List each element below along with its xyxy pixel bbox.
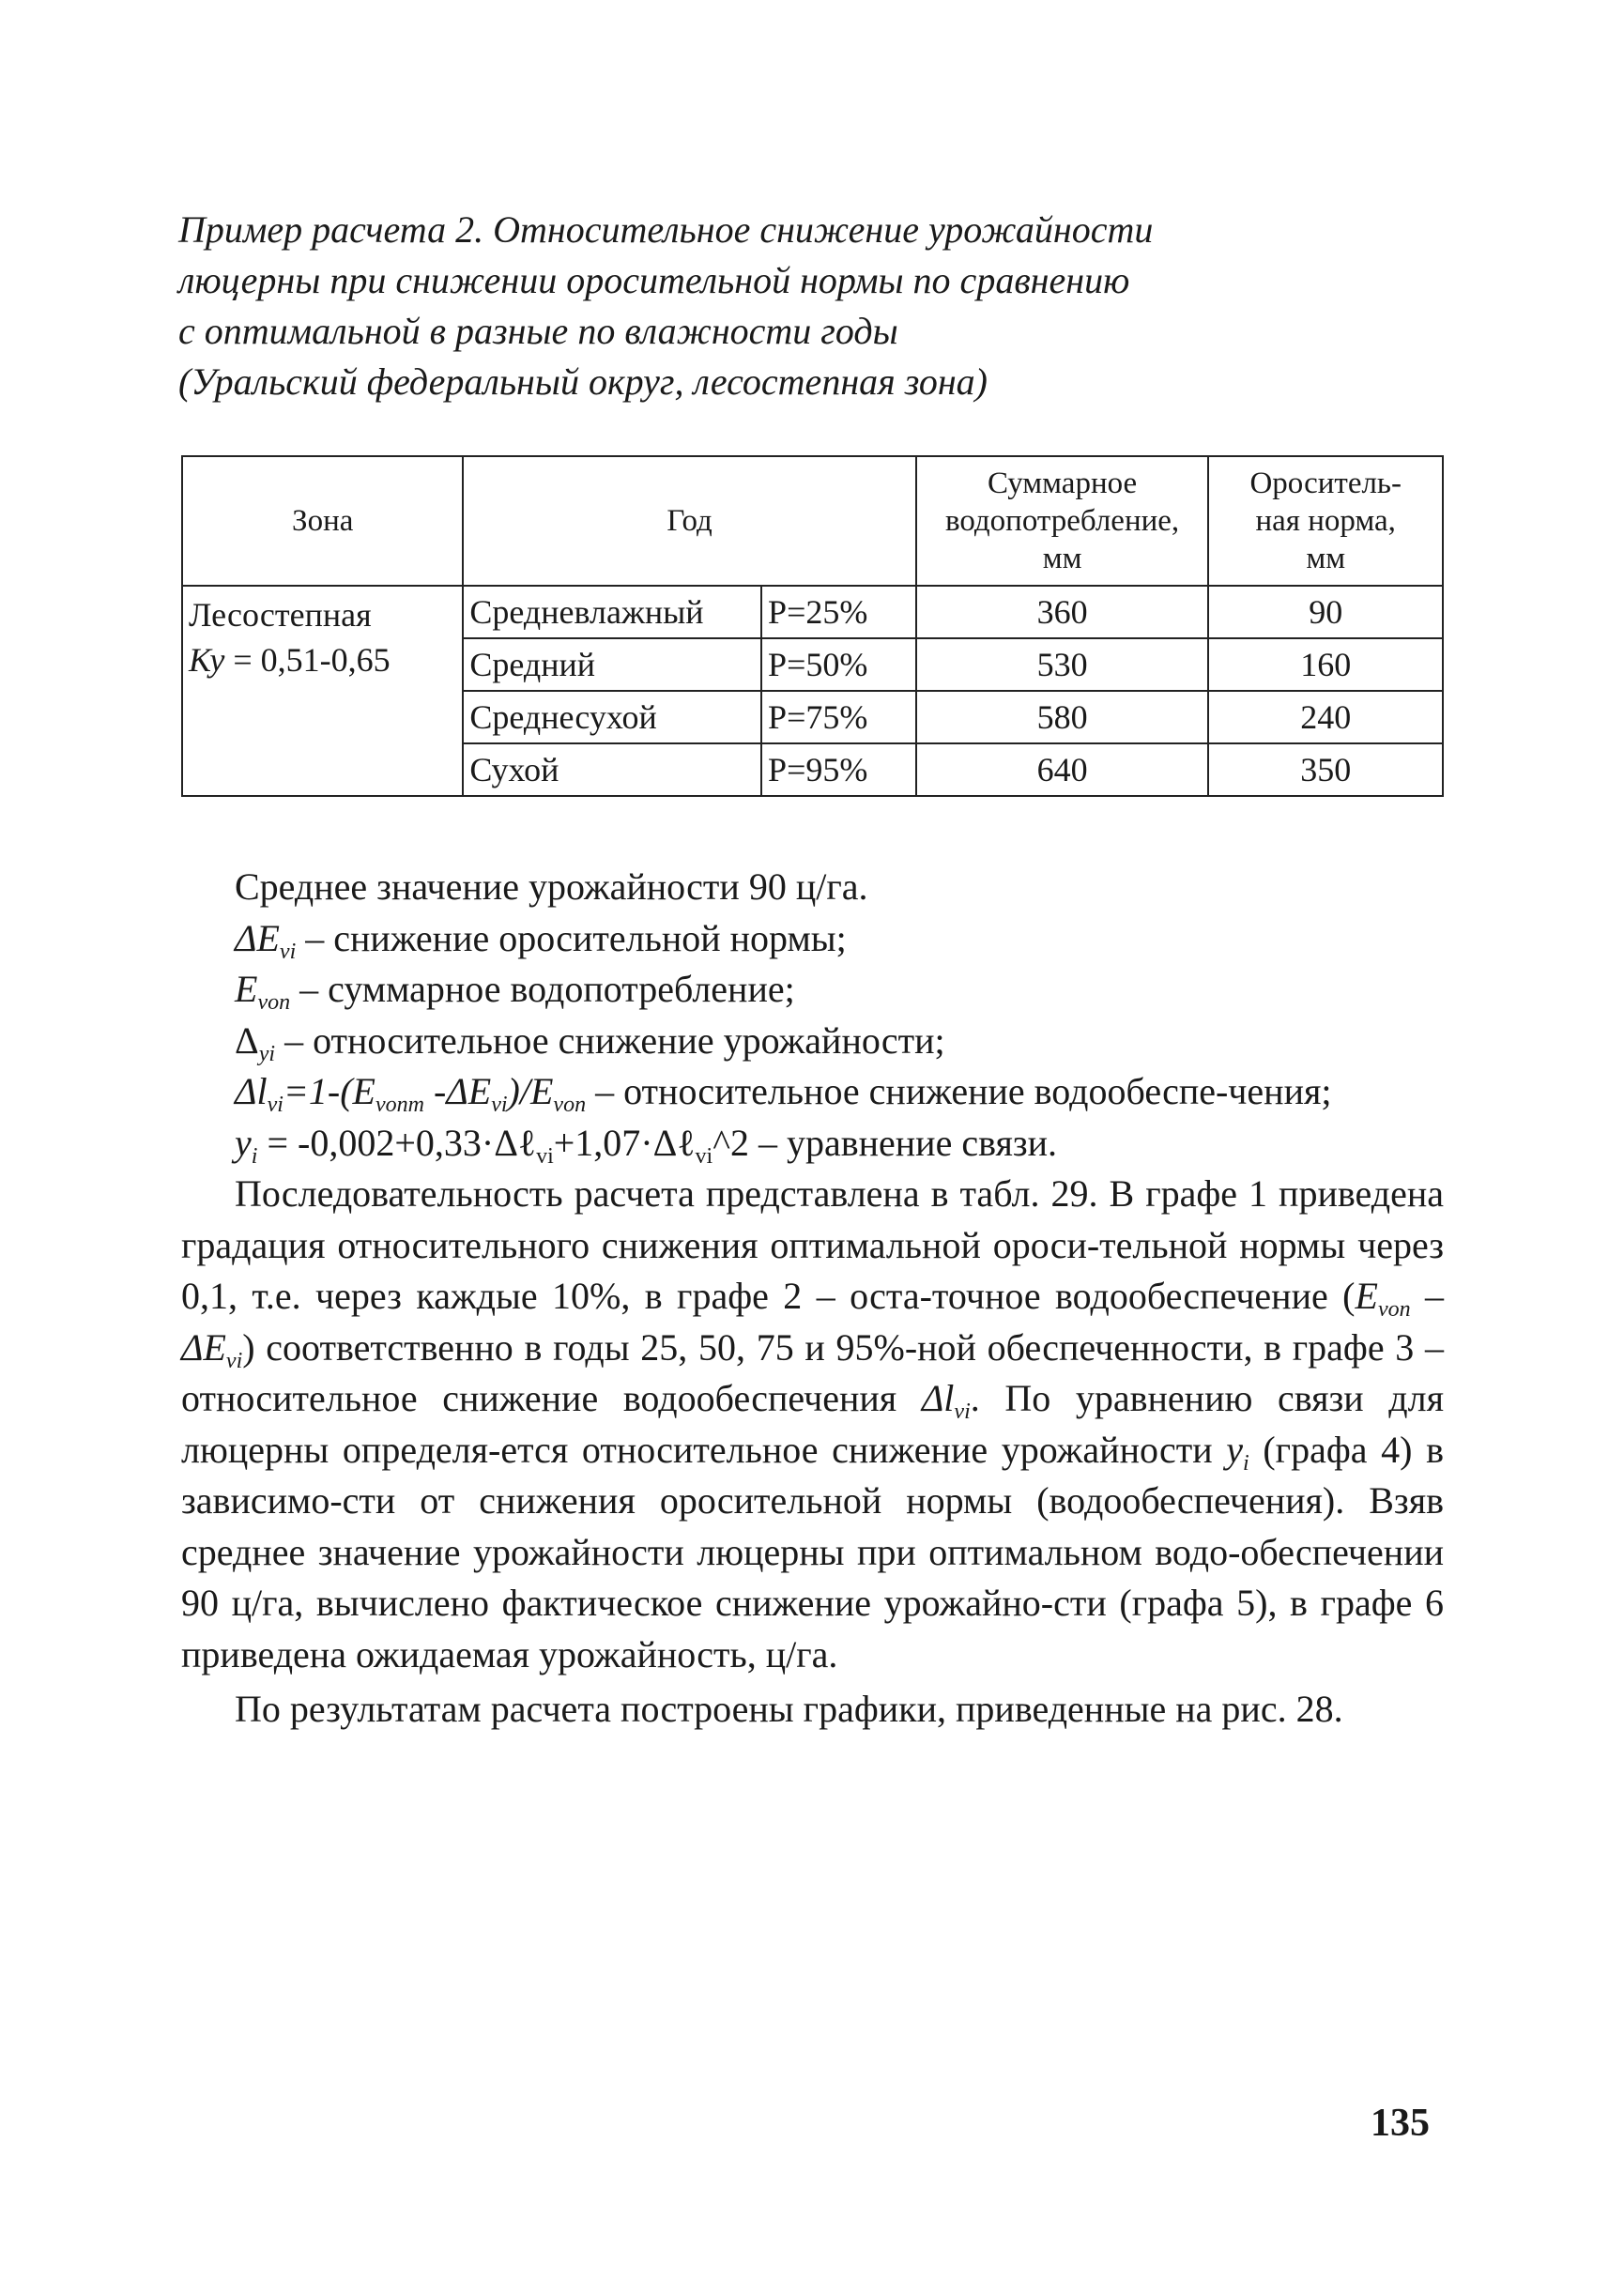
table-header-row xyxy=(182,456,1443,586)
header-norm xyxy=(1208,456,1443,586)
text-part: . По уравнению связи для люцерны определя-ется относительное снижение урожайности xyxy=(181,1377,1445,1471)
definition-text: – относительное снижение урожайности; xyxy=(275,1018,945,1062)
definition-text: – суммарное водопотребление; xyxy=(290,968,795,1010)
symbol-sub: vi xyxy=(954,1400,971,1424)
zone-ky-value: = 0,51-0,65 xyxy=(224,641,391,679)
equation-part: = -0,002+0,33·Δℓ xyxy=(257,1121,537,1164)
paragraph-average-yield: Среднее значение урожайности 90 ц/га. xyxy=(235,865,868,908)
norm-cell: 350 xyxy=(1208,743,1443,796)
caption-line-1: Пример расчета 2. Относительное снижение урожайности xyxy=(178,208,1154,251)
consumption-cell: 360 xyxy=(916,586,1209,638)
consumption-cell: 640 xyxy=(916,743,1209,796)
year-cell: Средний xyxy=(463,638,761,691)
definition-text: ^2 – уравнение связи. xyxy=(712,1121,1058,1164)
zone-cell xyxy=(182,586,463,796)
header-zone: Зона xyxy=(182,456,463,586)
probability-cell: P=75% xyxy=(761,691,916,743)
symbol-delta: Δ xyxy=(235,1018,259,1062)
irrigation-table xyxy=(181,455,1444,797)
symbol-sub: yi xyxy=(258,1041,276,1066)
equation-sub: vi xyxy=(536,1143,554,1169)
year-cell: Сухой xyxy=(463,743,761,796)
symbol-sub: i xyxy=(1243,1450,1249,1476)
zone-name: Лесостепная xyxy=(189,596,372,634)
year-cell: Средневлажный xyxy=(463,586,761,638)
norm-cell: 90 xyxy=(1208,586,1443,638)
definition-delta-yi xyxy=(181,1016,1444,1067)
paragraph-results: По результатам расчета построены графики, приведенные на рис. 28. xyxy=(235,1688,1343,1730)
text-part: ) соответственно в годы 25, 50, 75 и 95%-ной обеспеченности, в графе 3 – относительное снижение водообеспечения xyxy=(181,1325,1444,1419)
consumption-cell: 580 xyxy=(916,691,1209,743)
norm-cell: 240 xyxy=(1208,691,1443,743)
definition-delta-lvi xyxy=(181,1066,1444,1118)
header-norm-l1: Ороситель- xyxy=(1249,467,1402,500)
probability-cell: P=50% xyxy=(761,638,916,691)
formula-part: Δl xyxy=(235,1070,268,1112)
definition-evon xyxy=(181,964,1444,1016)
table-caption xyxy=(178,205,1436,407)
text-part: Последовательность расчета представлена в табл. 29. В графе 1 приведена градация относительного снижения оптимальной ороси-тельной нормы через 0,1, т.е. через каждые 10%, в графе 2 – оста-точное водообеспечение ( xyxy=(181,1172,1444,1317)
paragraph-calculation-sequence xyxy=(181,1169,1444,1680)
equation-yi xyxy=(181,1118,1444,1170)
definition-text: – снижение оросительной нормы; xyxy=(296,916,847,959)
probability-cell: P=25% xyxy=(761,586,916,638)
caption-line-2: люцерны при снижении оросительной нормы по сравнению xyxy=(178,259,1130,301)
header-consumption xyxy=(916,456,1209,586)
page-number: 135 xyxy=(1371,2102,1430,2145)
norm-cell: 160 xyxy=(1208,638,1443,691)
symbol-sub: vi xyxy=(279,939,297,964)
caption-line-3: с оптимальной в разные по влажности годы xyxy=(178,310,898,352)
symbol-e: E xyxy=(1355,1275,1378,1317)
header-consumption-l3: мм xyxy=(1042,542,1082,575)
zone-ky-symbol: Ку xyxy=(189,641,225,679)
symbol-delta-l: Δl xyxy=(921,1377,955,1419)
table-row xyxy=(182,586,1443,638)
symbol-y: y xyxy=(235,1121,252,1164)
header-year: Год xyxy=(463,456,915,586)
header-consumption-l1: Суммарное xyxy=(988,467,1138,500)
consumption-cell: 530 xyxy=(916,638,1209,691)
symbol-sub: von xyxy=(257,990,291,1015)
header-norm-l2: ная норма, xyxy=(1255,504,1396,538)
symbol-sub: vi xyxy=(225,1348,243,1373)
symbol-y: y xyxy=(1226,1428,1244,1471)
header-consumption-l2: водопотребление, xyxy=(944,504,1180,538)
formula-part: -ΔE xyxy=(423,1070,492,1112)
equation-sub: vi xyxy=(695,1143,713,1169)
definition-delta-evi xyxy=(181,913,1444,965)
symbol-sub: i xyxy=(251,1143,258,1169)
caption-line-4: (Уральский федеральный округ, лесостепная зона) xyxy=(178,360,988,403)
body-text xyxy=(181,862,1444,1736)
formula-part: =1-(E xyxy=(283,1070,375,1112)
probability-cell: P=95% xyxy=(761,743,916,796)
formula-sub: vonm xyxy=(375,1093,424,1117)
formula-sub: von xyxy=(553,1093,587,1117)
formula-sub: vi xyxy=(267,1093,283,1117)
symbol-sub: von xyxy=(1377,1297,1411,1322)
formula-part: )/E xyxy=(507,1070,554,1112)
formula-sub: vi xyxy=(491,1093,508,1117)
equation-part: +1,07·Δℓ xyxy=(553,1121,696,1164)
definition-text: – относительное снижение водообеспе-чения; xyxy=(586,1070,1332,1112)
text-part: (графа 4) в зависимо-сти от снижения оросительной нормы (водообеспечения). Взяв среднее значение урожайности люцерны при оптимальном водо-обеспечении 90 ц/га, вычислено фактическое снижение урожайно-сти (графа 5), в графе 6 приведена ожидаемая урожайность, ц/га. xyxy=(181,1428,1445,1675)
header-norm-l3: мм xyxy=(1306,542,1346,575)
symbol-delta-e: ΔE xyxy=(235,916,280,959)
year-cell: Среднесухой xyxy=(463,691,761,743)
symbol-delta-e: –ΔE xyxy=(181,1275,1445,1369)
symbol-e: E xyxy=(235,968,258,1010)
